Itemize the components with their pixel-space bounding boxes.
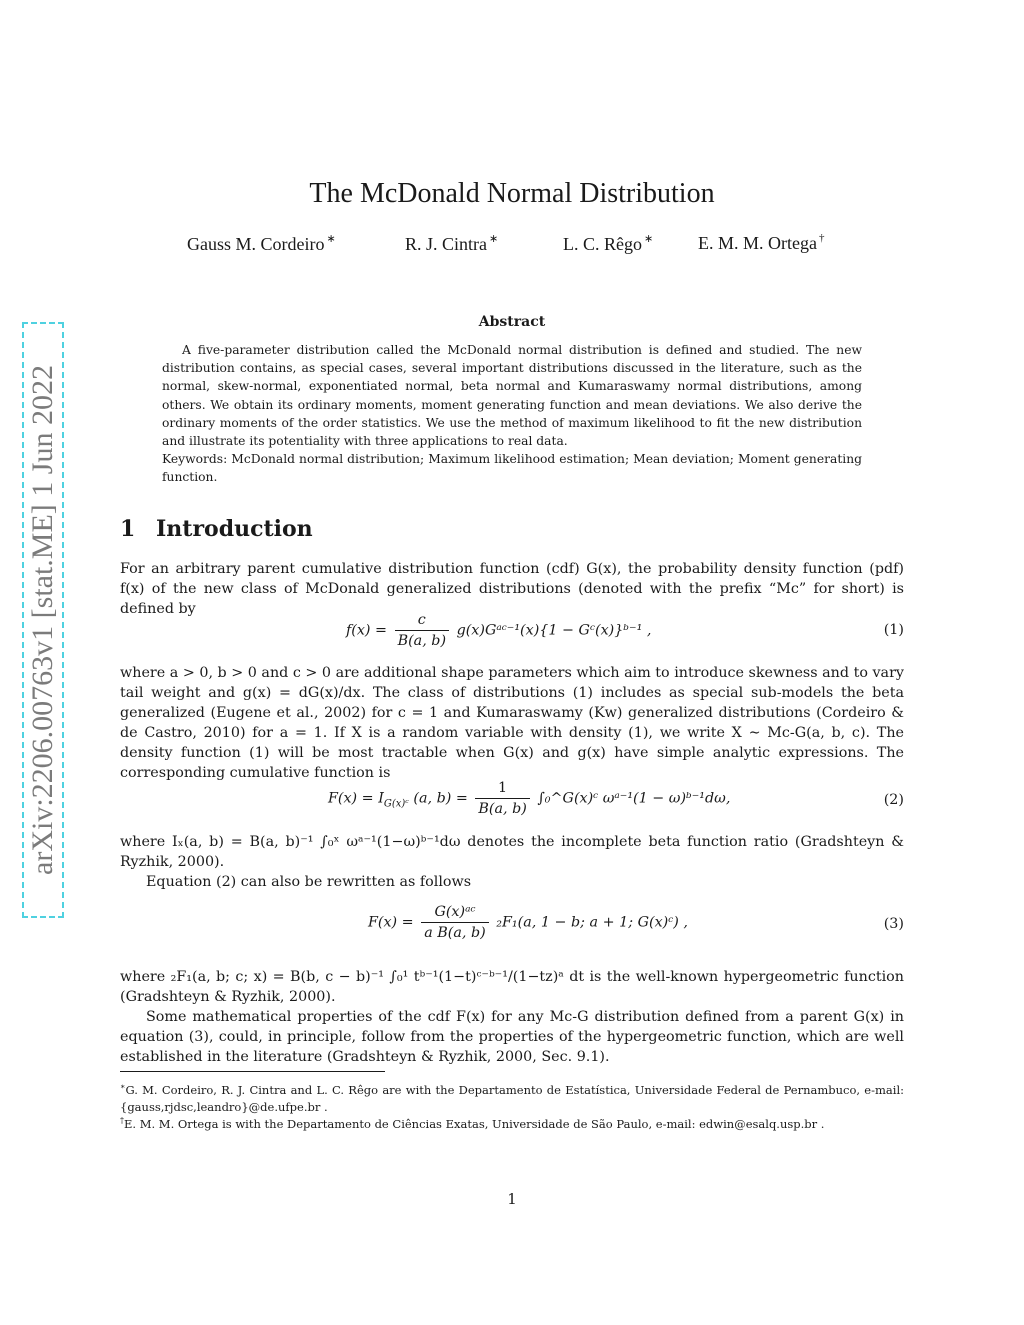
footnote: †E. M. M. Ortega is with the Departamento de Ciências Exatas, Universidade de São Paulo, e-mail: edwin@esalq.usp.br . [120,1116,825,1131]
arxiv-stamp [22,322,64,918]
section-title: Introduction [156,516,313,542]
section-heading [120,516,313,542]
paragraph: Equation (2) can also be rewritten as follows [146,874,472,890]
paragraph: Some mathematical properties of the cdf F(x) for any Mc-G distribution defined from a parent G(x) in equation (3), could, in principle, follow from the properties of the hypergeometric function, which are well established in the literature (Gradshteyn & Ryzhik, 2000, Sec. 9.1). [120,1009,904,1065]
fraction: $\frac{\text{G(x)ᵃᶜ}}{\text{a B(a, b)}}$ [421,904,489,941]
arxiv-identifier: arXiv:2206.00763v1 [stat.ME] 1 Jun 2022 [26,365,59,875]
abstract-text: A five-parameter distribution called the McDonald normal distribution is defined and studied. The new distribution contains, as special cases, several important distributions discussed in the literature, such as the normal, skew-normal, exponentiated normal, beta normal and Kumaraswamy normal distributions, among others. We obtain its ordinary moments, moment generating function and mean deviations. We also derive the ordinary moments of the order statistics. We use the method of maximum likelihood to fit the new distribution and illustrate its potentiality with three applications to real data. [162,343,862,449]
author: R. J. Cintra ∗ [405,233,499,254]
equation-number: (1) [883,622,904,638]
fraction: $\frac{c}{B(a, b)}$ [395,612,449,649]
paragraph: where ₂F₁(a, b; c; x) = B(b, c − b)⁻¹ ∫₀¹ tᵇ⁻¹(1−t)ᶜ⁻ᵇ⁻¹/(1−tz)ᵃ dt is the well-known hypergeometric function (Gradshteyn & Ryzhik, 2000). [120,969,904,1005]
paragraph: where Iₓ(a, b) = B(a, b)⁻¹ ∫₀ˣ ωᵃ⁻¹(1−ω)ᵇ⁻¹dω denotes the incomplete beta function ratio (Gradshteyn & Ryzhik, 2000). [120,834,904,870]
equation-number: (3) [883,916,904,932]
fraction: $\frac{1}{B(a, b)}$ [475,780,529,817]
keywords: Keywords: McDonald normal distribution; Maximum likelihood estimation; Mean deviation; Moment generating function. [162,452,862,485]
paragraph: For an arbitrary parent cumulative distribution function (cdf) G(x), the probability density function (pdf) f(x) of the new class of McDonald generalized distributions (denoted with the prefix “Mc” for short) is defined by [120,561,904,617]
equation-number: (2) [883,792,904,808]
author-list [180,232,880,262]
author: E. M. M. Ortega † [698,232,825,253]
author: L. C. Rêgo ∗ [563,233,654,254]
equation-2: $F(x) = I_{G(x)ᶜ}$ (a, b) = $\frac{1}{B(a, b)}$ ∫₀^G(x)ᶜ ωᵃ⁻¹(1 − ω)ᵇ⁻¹dω, (2) [328,780,904,817]
abstract-body [162,341,862,487]
footnote: ∗G. M. Cordeiro, R. J. Cintra and L. C. Rêgo are with the Departamento de Estatística, Universidade Federal de Pernambuco, e-mail: {gauss,rjdsc,leandro}@de.ufpe.br . [120,1082,904,1114]
equation-1: f(x) = $\frac{c}{B(a, b)}$ g(x)Gᵃᶜ⁻¹(x){1 − Gᶜ(x)}ᵇ⁻¹ , (1) [346,612,904,649]
abstract-heading: Abstract [478,314,546,330]
paragraph: where a > 0, b > 0 and c > 0 are additional shape parameters which aim to introduce skewness and to vary tail weight and g(x) = dG(x)/dx. The class of distributions (1) includes as special sub-models the beta generalized (Eugene et al., 2002) for c = 1 and Kumaraswamy (Kw) generalized distributions (Cordeiro & de Castro, 2010) for a = 1. If X is a random variable with density (1), we write X ∼ Mc-G(a, b, c). The density function (1) will be most tractable when G(x) and g(x) have simple analytic expressions. The corresponding cumulative function is [120,665,904,781]
footnote-rule [120,1071,385,1072]
paper-title: The McDonald Normal Distribution [309,178,715,209]
page-number: 1 [507,1190,517,1208]
equation-3: F(x) = $\frac{\text{G(x)ᵃᶜ}}{\text{a B(a, b)}}$ ₂F₁(a, 1 − b; a + 1; G(x)ᶜ) , (3) [368,904,904,941]
section-number: 1 [120,516,136,542]
author: Gauss M. Cordeiro ∗ [187,233,336,254]
